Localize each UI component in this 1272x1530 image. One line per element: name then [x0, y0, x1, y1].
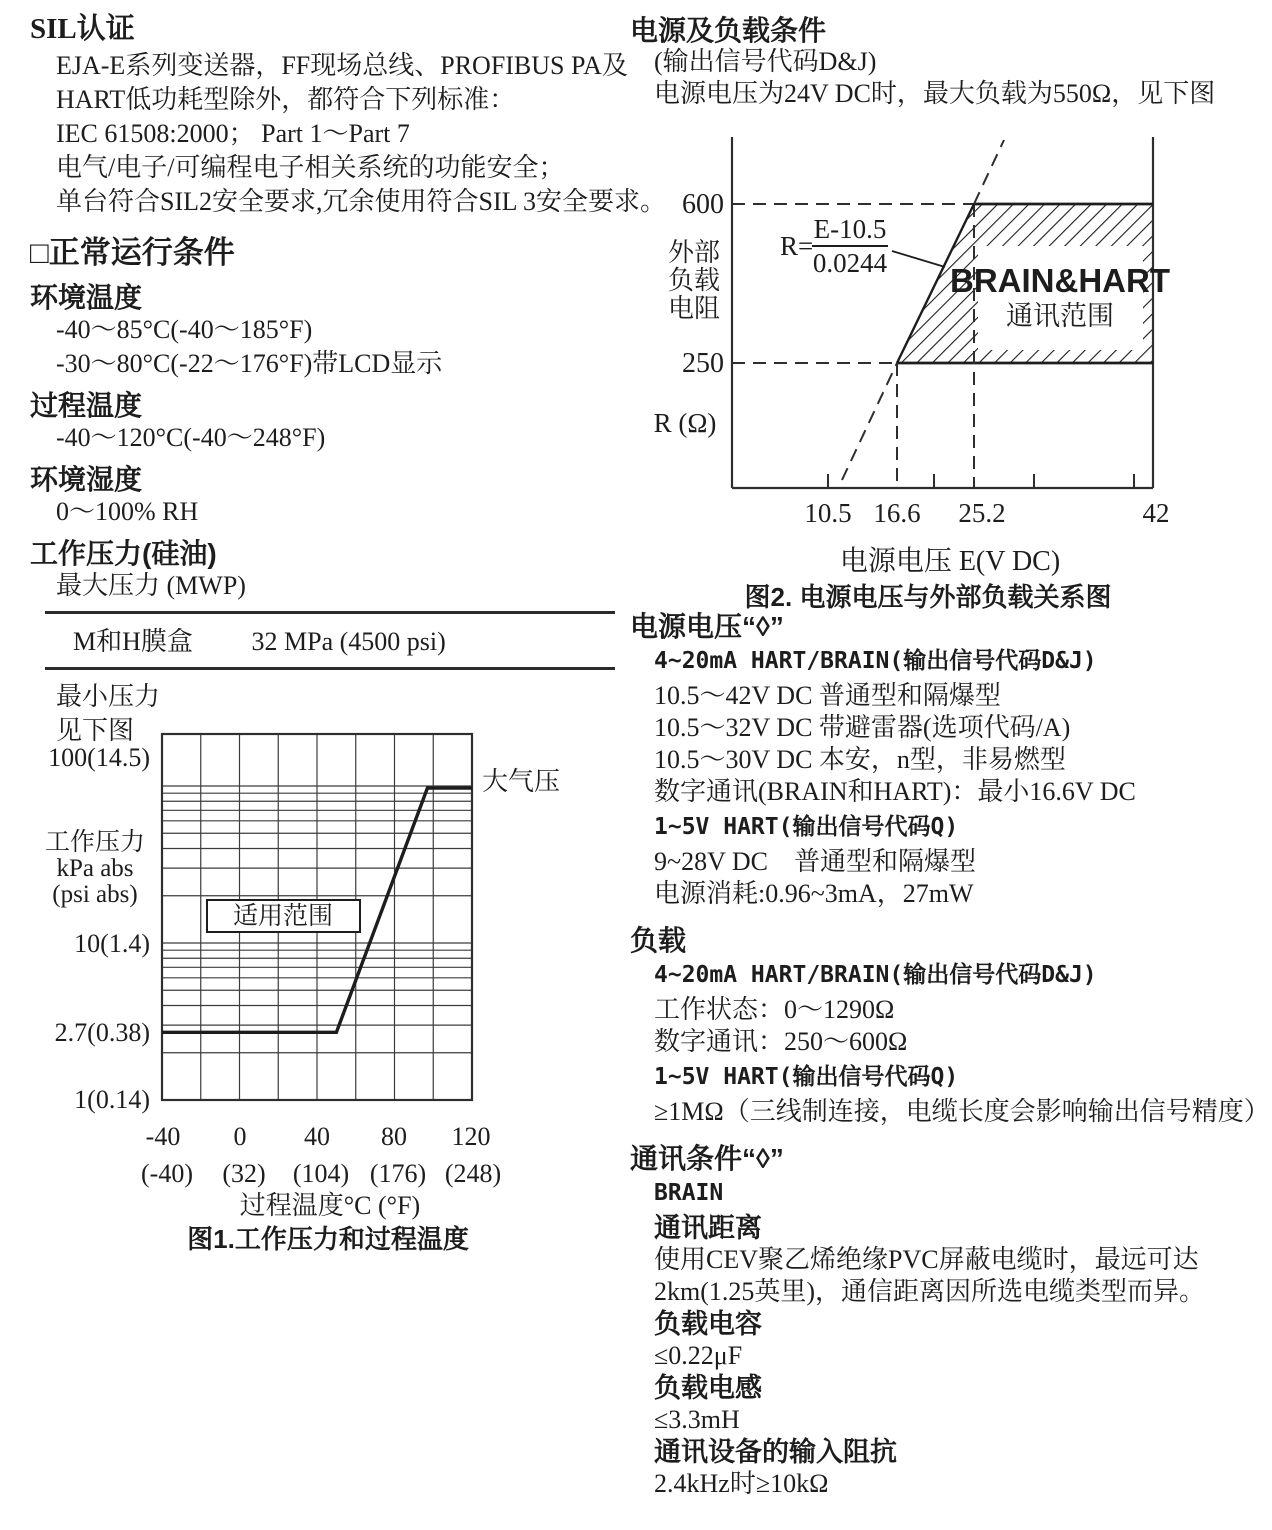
- text-line: 最小压力: [56, 682, 161, 711]
- left-text-blocks: [30, 12, 667, 603]
- formula-leader-line: [892, 251, 945, 267]
- text-line: 单台符合SIL2安全要求,冗余使用符合SIL 3安全要求。: [56, 187, 667, 216]
- x-tick-label-f: (104): [292, 1159, 350, 1188]
- table-cell-capsule: M和H膜盒: [73, 627, 193, 656]
- x-tick-label-c: 120: [451, 1122, 491, 1151]
- x-tick-label: 16.6: [873, 498, 921, 528]
- text-line: (输出信号代码D&J): [654, 47, 877, 76]
- applicable-range-label: 适用范围: [232, 903, 334, 930]
- text-line: 最大压力 (MWP): [56, 571, 246, 600]
- text-line: 电源电压为24V DC时，最大负载为550Ω，见下图: [654, 79, 1216, 108]
- spec-code-line: BRAIN: [654, 1180, 724, 1206]
- figure1-y-tick-labels: [48, 743, 150, 1114]
- section-heading: 电源及负载条件: [630, 15, 827, 46]
- section-heading: SIL认证: [30, 13, 135, 45]
- x-tick-label-c: -40: [145, 1122, 181, 1151]
- text-line: IEC 61508:2000； Part 1～Part 7: [56, 119, 410, 148]
- text-line: 10.5～30V DC 本安，n型，非易燃型: [654, 745, 1066, 774]
- figure1-pressure-temperature-chart: [0, 710, 640, 1280]
- text-line: 0～100% RH: [56, 497, 199, 526]
- formula-denominator: 0.0244: [812, 248, 888, 278]
- left-column: [30, 12, 667, 748]
- x-tick-label-c: 0: [233, 1122, 247, 1151]
- figure2-formula: [780, 214, 945, 278]
- x-tick-label: 25.2: [958, 498, 1006, 528]
- text-line: 2.4kHz时≥10kΩ: [654, 1469, 829, 1498]
- text-line: 电气/电子/可编程电子相关系统的功能安全；: [56, 153, 565, 182]
- text-line: 见下图: [56, 716, 135, 745]
- atmosphere-label: 大气压: [482, 767, 561, 796]
- text-line: 数字通讯：250～600Ω: [654, 1027, 908, 1056]
- figure2-caption: 图2. 电源电压与外部负载关系图: [744, 582, 1112, 612]
- spec-code-line: 1~5V HART(输出信号代码Q): [654, 1064, 959, 1090]
- section-heading: 通讯条件“◊”: [630, 1143, 784, 1174]
- figure2-x-axis-title: 电源电压 E(V DC): [839, 546, 1061, 577]
- x-tick-label-f: (32): [222, 1159, 266, 1188]
- load-line-dashed-lower: [842, 363, 897, 480]
- x-tick-label-c: 40: [304, 1122, 330, 1151]
- text-line: 数字通讯(BRAIN和HART)：最小16.6V DC: [654, 777, 1136, 806]
- y-axis-title-line: 电阻: [667, 294, 721, 323]
- region-label-line2: 通讯范围: [1006, 301, 1114, 331]
- mwp-table: [45, 611, 615, 670]
- text-line: ≤3.3mH: [654, 1405, 740, 1434]
- right-intro-blocks: [630, 16, 1270, 110]
- y-unit-label: R (Ω): [653, 408, 717, 438]
- text-line: 2km(1.25英里)，通信距离因所选电缆类型而异。: [654, 1277, 1206, 1306]
- section-heading: 环境温度: [30, 282, 143, 313]
- y-axis-title-line: (psi abs): [52, 881, 138, 908]
- spec-subheading: 负载电容: [654, 1309, 762, 1339]
- text-line: -40～120°C(-40～248°F): [56, 423, 326, 452]
- y-tick-label: 100(14.5): [48, 743, 150, 772]
- section-heading: 工作压力(硅油): [30, 538, 217, 569]
- text-line: 9~28V DC 普通型和隔爆型: [654, 847, 976, 876]
- y-tick-label: 250: [682, 348, 724, 379]
- formula-numerator: E-10.5: [813, 214, 887, 244]
- figure2-x-labels: [804, 498, 1169, 528]
- right-spec-blocks: [630, 612, 1270, 1500]
- spec-code-line: 4~20mA HART/BRAIN(输出信号代码D&J): [654, 648, 1097, 674]
- x-tick-label-f: (248): [444, 1159, 502, 1188]
- x-tick-label-c: 80: [381, 1122, 407, 1151]
- figure1-applicable-range-box: [207, 900, 360, 932]
- section-heading: 过程温度: [30, 390, 143, 421]
- spec-subheading: 负载电感: [654, 1373, 762, 1403]
- section-heading: 环境湿度: [30, 464, 143, 495]
- right-column-intro: [630, 16, 1270, 110]
- y-axis-title-line: kPa abs: [56, 855, 134, 882]
- section-heading: □正常运行条件: [30, 235, 235, 270]
- y-axis-title-line: 负载: [667, 266, 721, 295]
- spec-code-line: 1~5V HART(输出信号代码Q): [654, 814, 959, 840]
- section-heading: 电源电压“◊”: [630, 611, 784, 642]
- y-axis-title-line: 外部: [667, 238, 721, 267]
- text-line: 工作状态：0～1290Ω: [654, 995, 895, 1024]
- text-line: EJA-E系列变送器，FF现场总线、PROFIBUS PA及: [56, 51, 628, 80]
- text-line: 10.5～42V DC 普通型和隔爆型: [654, 681, 1001, 710]
- spec-subheading: 通讯设备的输入阻抗: [654, 1437, 897, 1467]
- right-column-specs: [630, 612, 1270, 1500]
- y-tick-label: 1(0.14): [74, 1085, 150, 1114]
- spec-subheading: 通讯距离: [654, 1213, 762, 1243]
- y-tick-label: 600: [682, 189, 724, 220]
- y-tick-label: 2.7(0.38): [54, 1018, 150, 1047]
- x-tick-label: 42: [1142, 498, 1170, 528]
- y-axis-title-line: 工作压力: [44, 829, 146, 856]
- text-line: HART低功耗型除外，都符合下列标准：: [56, 85, 516, 114]
- text-line: ≥1MΩ（三线制连接，电缆长度会影响输出信号精度）: [654, 1097, 1270, 1126]
- spec-code-line: 4~20mA HART/BRAIN(输出信号代码D&J): [654, 962, 1097, 988]
- figure2-y-labels: [654, 189, 724, 438]
- figure1-x-tick-labels: [141, 1122, 501, 1188]
- section-heading: 负载: [630, 925, 687, 956]
- text-line: ≤0.22μF: [654, 1341, 743, 1370]
- x-tick-label-f: (176): [369, 1159, 427, 1188]
- text-line: 10.5～32V DC 带避雷器(选项代码/A): [654, 713, 1071, 742]
- x-tick-label-f: (-40): [141, 1159, 193, 1188]
- x-tick-label: 10.5: [804, 498, 852, 528]
- region-label-line1: BRAIN&HART: [950, 262, 1170, 299]
- figure2-voltage-load-chart: [630, 120, 1272, 620]
- text-line: -30～80°C(-22～176°F)带LCD显示: [56, 349, 443, 378]
- formula-lhs: R=: [780, 231, 814, 261]
- table-row: [45, 621, 615, 658]
- text-line: 使用CEV聚乙烯绝缘PVC屏蔽电缆时，最远可达: [654, 1245, 1199, 1274]
- figure1-x-axis-title: 过程温度°C (°F): [239, 1191, 421, 1220]
- text-line: 电源消耗:0.96~3mA，27mW: [654, 879, 974, 908]
- text-line: -40～85°C(-40～185°F): [56, 315, 313, 344]
- y-tick-label: 10(1.4): [74, 929, 150, 958]
- figure1-y-axis-title: [45, 828, 145, 908]
- figure1-caption: 图1.工作压力和过程温度: [187, 1224, 469, 1254]
- load-line-dashed-upper: [974, 140, 1004, 204]
- table-cell-pressure: 32 MPa (4500 psi): [251, 627, 446, 656]
